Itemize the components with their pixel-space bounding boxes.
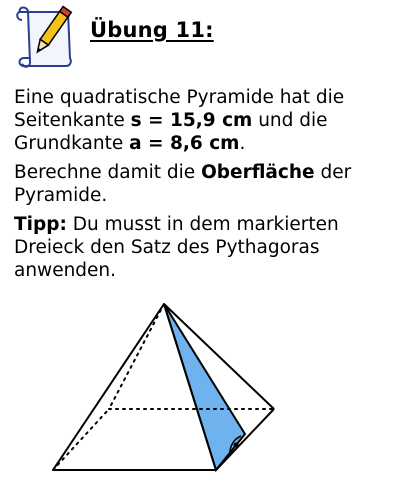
base-edge-value: a = 8,6 cm: [129, 133, 240, 154]
given-text-2: und die Grundkante: [14, 110, 328, 154]
right-angle-dot: [234, 443, 239, 448]
pencil-paper-icon: [10, 4, 80, 70]
question-text-2: der Pyramide.: [14, 162, 352, 206]
hidden-edge: [53, 409, 109, 470]
task-paragraph-tip: [14, 213, 394, 282]
question-text-1: Berechne damit die: [14, 162, 202, 183]
tip-text: Du musst in dem markierten Dreieck den Satz des Pythagoras anwenden.: [14, 214, 339, 281]
exercise-header: [10, 4, 400, 70]
exercise-title: Übung 11:: [90, 18, 214, 42]
pyramid-figure: [40, 298, 290, 478]
task-text: [14, 86, 394, 288]
tip-label: Tipp:: [14, 214, 67, 235]
task-paragraph-question: [14, 161, 394, 207]
marked-triangle: [164, 304, 245, 470]
given-text-1: Eine quadratische Pyramide hat die Seitenkante: [14, 87, 345, 131]
surface-keyword: Oberfläche: [201, 162, 315, 183]
side-edge-value: s = 15,9 cm: [130, 110, 253, 131]
task-paragraph-given: [14, 86, 394, 155]
hidden-edge: [109, 304, 164, 409]
lateral-edge-left: [53, 304, 164, 470]
given-text-3: .: [239, 133, 246, 154]
